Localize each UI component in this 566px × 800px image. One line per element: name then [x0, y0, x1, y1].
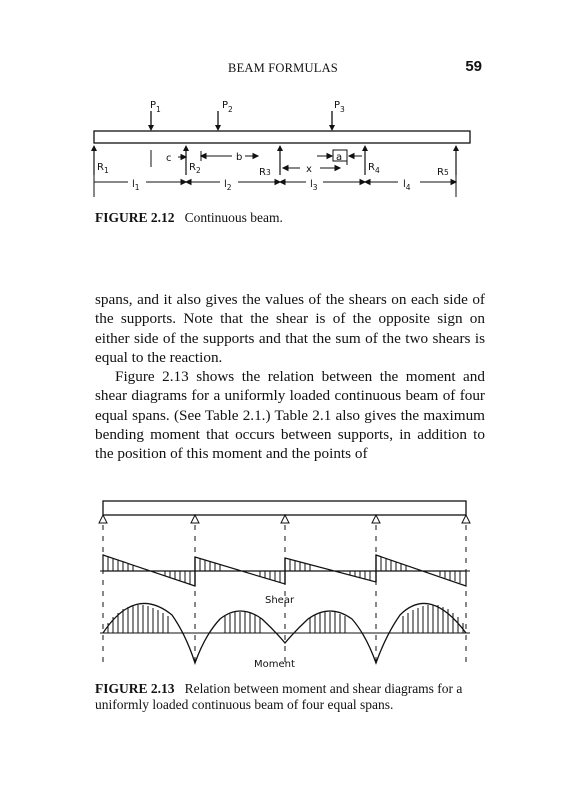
body-paragraph-1: spans, and it also gives the values of the shears on each side of the supports. Note that the shear is of the opposite sign on either side of the supports and that the sum of the two shears is equal to the reaction. [95, 291, 485, 366]
figure-2-13-number: FIGURE 2.13 [95, 681, 175, 696]
figure-2-13-diagram [0, 495, 566, 675]
moment-label: Moment [254, 659, 295, 670]
load-arrow-p2 [215, 111, 221, 131]
figure-2-12-caption-text: Continuous beam. [184, 210, 283, 225]
shear-label: Shear [265, 595, 295, 606]
load-label-p3: $P_3$ [334, 100, 345, 114]
load-arrow-p3 [329, 111, 335, 131]
reaction-label-r4: $R_4$ [368, 162, 380, 175]
dimension-label-a: a [336, 152, 343, 163]
shear-span-3 [285, 558, 376, 582]
dimension-label-b: b [236, 152, 243, 163]
span-label-l2: $l_2$ [224, 179, 232, 192]
figure-2-12-caption [95, 210, 490, 226]
span-label-l4: $l_4$ [403, 179, 411, 192]
shear-span-2 [195, 557, 285, 584]
span-label-l1: $l_1$ [132, 179, 140, 192]
reaction-label-r5: R5 [437, 167, 449, 178]
figure-2-13-caption-text: Relation between moment and shear diagrams for a uniformly loaded continuous beam of four equal spans. [95, 681, 463, 712]
continuous-beam [103, 501, 466, 515]
body-text [95, 290, 485, 464]
moment-diagram [100, 603, 470, 663]
shear-span-1 [103, 555, 195, 586]
reaction-label-r2: $R_2$ [189, 162, 201, 175]
reaction-arrow-r5 [453, 145, 459, 175]
running-head: BEAM FORMULAS [228, 61, 338, 75]
span-label-l3: $l_3$ [310, 179, 318, 192]
figure-2-13-caption [95, 681, 490, 713]
reaction-label-r3: R3 [259, 167, 271, 178]
dimension-label-c: c [166, 153, 172, 164]
load-label-p1: $P_1$ [150, 100, 161, 114]
figure-2-12-diagram [0, 95, 566, 300]
load-arrow-p1 [148, 111, 154, 131]
load-label-p2: $P_2$ [222, 100, 233, 114]
body-paragraph-2: Figure 2.13 shows the relation between the moment and shear diagrams for a uniformly loaded continuous beam of four equal spans. (See Table 2.1.) Table 2.1 also gives the maximum bending moment that occurs between supports, in addition to the position of this moment and the points of [95, 368, 485, 463]
dimension-label-x: x [306, 164, 312, 175]
shear-span-4 [376, 555, 466, 586]
page-number: 59 [465, 58, 482, 75]
reaction-arrow-r3 [277, 145, 283, 175]
beam [94, 131, 470, 143]
reaction-label-r1: $R_1$ [97, 162, 109, 175]
span-dimensions [94, 175, 456, 197]
dimension-b [201, 151, 258, 161]
figure-2-12-number: FIGURE 2.12 [95, 210, 175, 225]
shear-diagram [100, 555, 470, 586]
support-triangles [99, 515, 470, 523]
